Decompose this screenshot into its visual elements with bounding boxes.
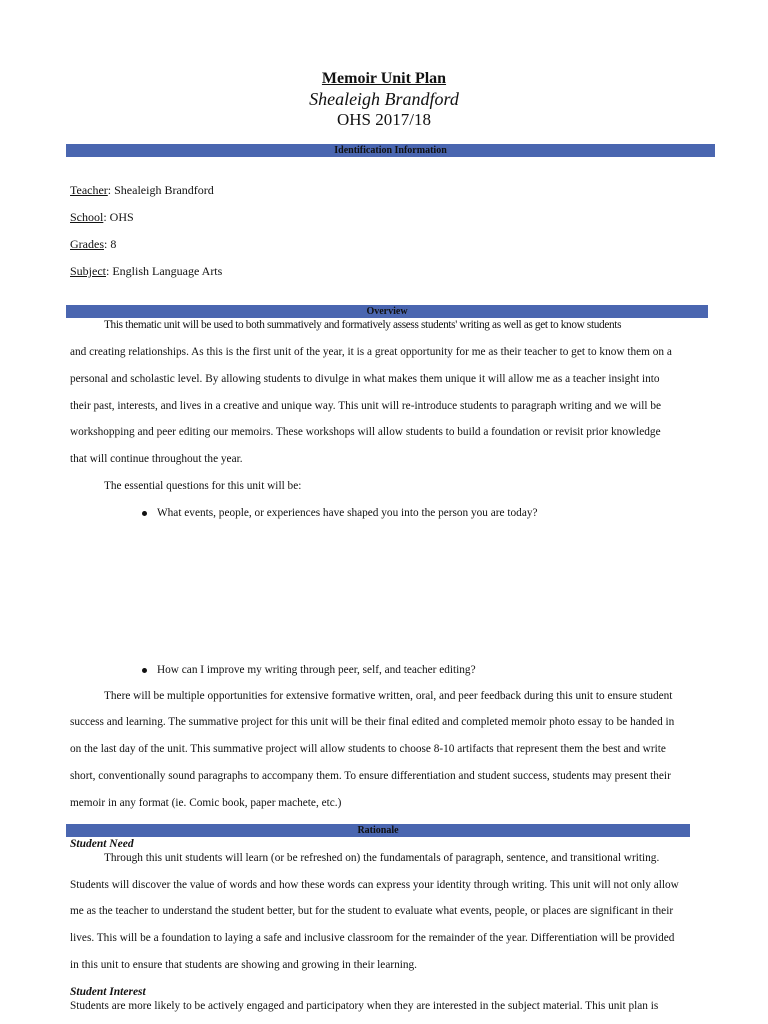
feedback-line: success and learning. The summative project for this unit will be their final edited and completed memoir photo essay to be handed in bbox=[70, 716, 675, 728]
grades-label: Grades bbox=[70, 237, 104, 251]
feedback-line: memoir in any format (ie. Comic book, paper machete, etc.) bbox=[70, 797, 342, 809]
essential-question: What events, people, or experiences have shaped you into the person you are today? bbox=[157, 507, 538, 519]
identification-section-bar: Identification Information bbox=[66, 144, 715, 157]
overview-line: and creating relationships. As this is the first unit of the year, it is a great opportunity for me as their teacher to get to know them on a bbox=[70, 346, 672, 358]
student-need-line: in this unit to ensure that students are showing and growing in their learning. bbox=[70, 959, 418, 971]
feedback-line: There will be multiple opportunities for extensive formative written, oral, and peer feedback during this unit to ensure student bbox=[104, 690, 673, 702]
feedback-line: on the last day of the unit. This summative project will allow students to choose 8-10 artifacts that represent them the best and write bbox=[70, 743, 666, 755]
author-name: Shealeigh Brandford bbox=[309, 89, 459, 109]
subject-value: : English Language Arts bbox=[106, 264, 223, 278]
school-field bbox=[70, 210, 134, 225]
essential-questions-intro: The essential questions for this unit will be: bbox=[104, 480, 302, 492]
grades-value: : 8 bbox=[103, 237, 117, 251]
overview-line: personal and scholastic level. By allowing students to divulge in what makes them unique it will allow me as a teacher insight into bbox=[70, 373, 660, 385]
student-need-heading: Student Need bbox=[70, 838, 134, 850]
student-need-line: lives. This will be a foundation to laying a safe and inclusive classroom for the remainder of the year. Differentiation will be provided bbox=[70, 932, 675, 944]
overview-line: their past, interests, and lives in a creative and unique way. This unit will re-introduce students to paragraph writing and we will be bbox=[70, 400, 662, 412]
overview-section-bar: Overview bbox=[66, 305, 708, 318]
grades-field bbox=[70, 237, 116, 252]
subject-label: Subject bbox=[70, 264, 106, 278]
feedback-line: short, conventionally sound paragraphs to accompany them. To ensure differentiation and student success, students may present their bbox=[70, 770, 671, 782]
school-label: School bbox=[70, 210, 104, 224]
teacher-field bbox=[70, 183, 214, 198]
overview-line: workshopping and peer editing our memoirs. These workshops will allow students to build a foundation or revisit prior knowledge bbox=[70, 426, 661, 438]
overview-line: This thematic unit will be used to both summatively and formatively assess students' writing as well as get to know students bbox=[104, 319, 622, 331]
student-interest-line: Students are more likely to be actively engaged and participatory when they are interested in the subject material. This unit plan is bbox=[70, 1000, 659, 1012]
document-title: Memoir Unit Plan bbox=[321, 70, 447, 87]
subject-field bbox=[70, 264, 222, 279]
school-value: : OHS bbox=[103, 210, 134, 224]
teacher-value: : Shealeigh Brandford bbox=[107, 183, 214, 197]
essential-question: How can I improve my writing through peer, self, and teacher editing? bbox=[157, 664, 476, 676]
school-year: OHS 2017/18 bbox=[337, 110, 431, 129]
teacher-label: Teacher bbox=[70, 183, 108, 197]
student-need-line: me as the teacher to understand the student better, but for the student to evaluate what events, people, or places are significant in their bbox=[70, 905, 674, 917]
student-interest-heading: Student Interest bbox=[70, 986, 146, 998]
student-need-line: Students will discover the value of words and how these words can express your identity through writing. This unit will not only allow bbox=[70, 879, 679, 891]
rationale-section-bar: Rationale bbox=[66, 824, 690, 839]
overview-line: that will continue throughout the year. bbox=[70, 453, 243, 465]
student-need-line: Through this unit students will learn (or be refreshed on) the fundamentals of paragraph, sentence, and transitional writing. bbox=[104, 852, 660, 864]
bullet-dot-icon bbox=[142, 511, 147, 516]
bullet-dot-icon bbox=[142, 668, 147, 673]
